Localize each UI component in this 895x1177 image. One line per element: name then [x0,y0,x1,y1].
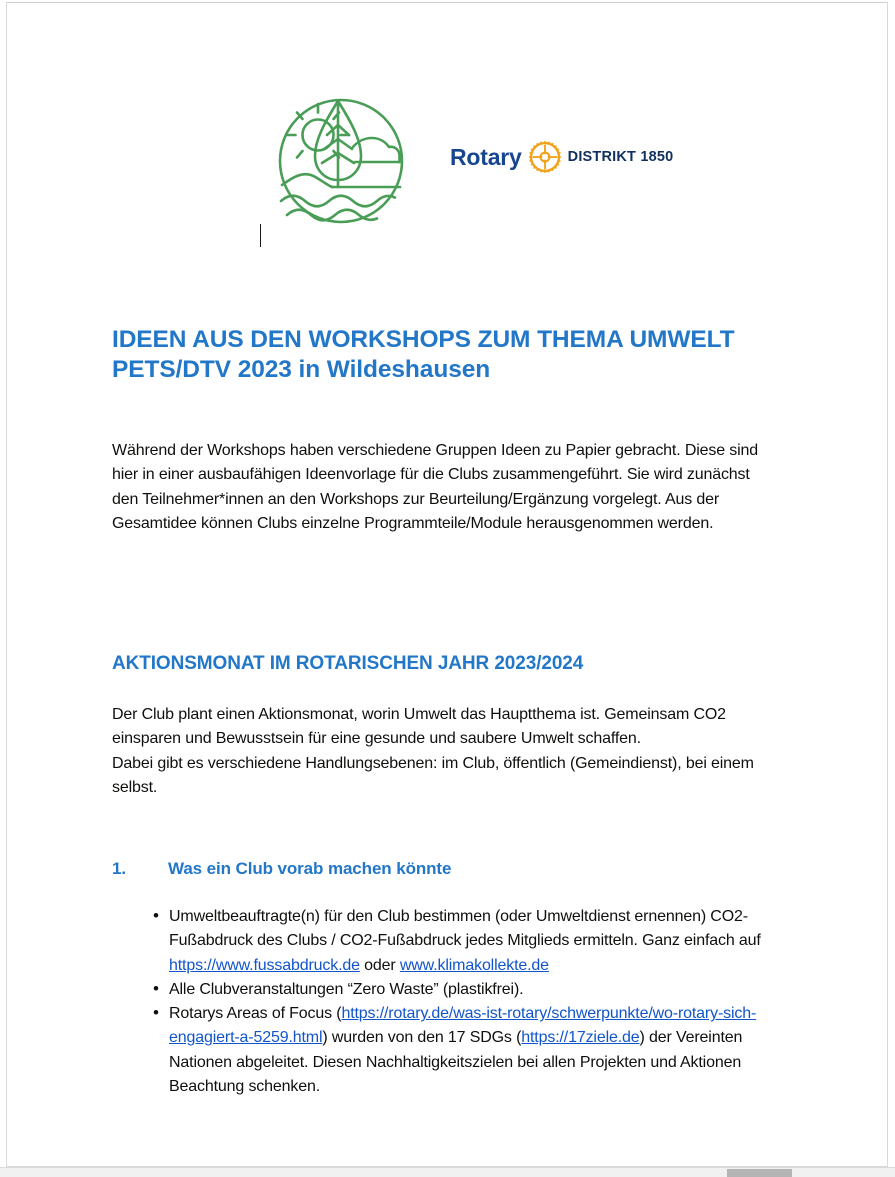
rotary-wordmark: Rotary [450,143,522,170]
section-body-line-2: Dabei gibt es verschiedene Handlungsebenen: im Club, öffentlich (Gemeindienst), bei einem selbst. [112,754,754,796]
horizontal-scrollbar-thumb[interactable] [727,1169,792,1177]
hyperlink[interactable]: www.klimakollekte.de [399,956,549,974]
list-item-text: Alle Clubveranstaltungen “Zero Waste” (plastikfrei). [169,980,524,998]
section-heading-aktionsmonat: AKTIONSMONAT IM ROTARISCHEN JAHR 2023/2024 [112,653,584,674]
environment-circle-logo [271,91,411,231]
list-item-text: oder [359,956,400,974]
rotary-district-lockup [450,139,673,175]
list-item [112,1002,792,1099]
document-content [7,3,888,1167]
rotary-district-label: DISTRIKT 1850 [567,148,674,165]
numbered-heading-1 [112,858,802,880]
page-title-line-1: IDEEN AUS DEN WORKSHOPS ZUM THEMA UMWELT [112,326,735,353]
hyperlink[interactable]: https://17ziele.de [521,1029,640,1047]
list-item-text: ) wurden von den 17 SDGs ( [322,1029,522,1047]
list-item [112,905,792,978]
list-number: 1. [112,859,126,878]
hyperlink[interactable]: https://rotary.de/was-ist-rotary/schwerpunkte/wo-rotary-sich-engagiert-a-5259.html [169,1005,757,1047]
list-item [112,978,792,1002]
page-title [112,325,802,385]
page-title-line-2: PETS/DTV 2023 in Wildeshausen [112,356,491,383]
list-item-text: Umweltbeauftragte(n) für den Club bestimmen (oder Umweltdienst ernennen) CO2-Fußabdruck des Clubs / CO2-Fußabdruck jedes Mitglieds ermitteln. Ganz einfach auf [169,908,761,950]
text-cursor-caret [260,224,261,247]
section-body-paragraph [112,703,780,800]
document-header-logos [7,91,888,231]
document-page [6,2,888,1167]
numbered-heading-label: Was ein Club vorab machen könnte [168,859,452,878]
list-item-text: ) der Vereinten Nationen abgeleitet. Diesen Nachhaltigkeitszielen bei allen Projekten und Aktionen Beachtung schenken. [169,1029,743,1096]
horizontal-scrollbar[interactable] [0,1167,895,1177]
section-body-line-1: Der Club plant einen Aktionsmonat, worin Umwelt das Hauptthema ist. Gemeinsam CO2 einsparen und Bewusstsein für eine gesunde und saubere Umwelt schaffen. [112,706,726,748]
list-item-text: Rotarys Areas of Focus ( [169,1005,342,1023]
intro-paragraph: Während der Workshops haben verschiedene Gruppen Ideen zu Papier gebracht. Diese sind hier in einer ausbaufähigen Ideenvorlage für die Clubs zusammengeführt. Sie wird zunächst den Teilnehmer*innen an den Workshops zur Beurteilung/Ergänzung vorgelegt. Aus der Gesamtidee können Clubs einzelne Programmteile/Module herausgenommen werden. [112,442,759,532]
hyperlink[interactable]: https://www.fussabdruck.de [169,956,360,974]
rotary-wheel-icon [528,140,562,174]
bullet-list [112,905,792,1099]
